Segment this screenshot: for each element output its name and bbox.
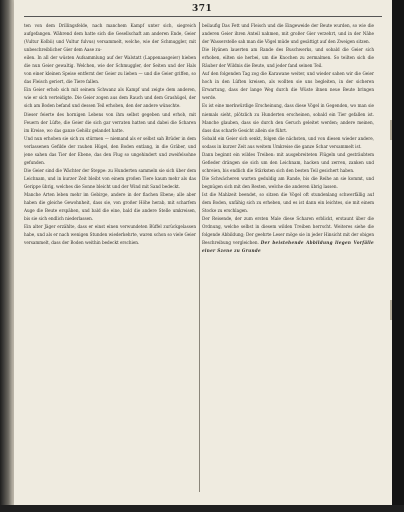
right-paragraph-3: Auf den folgenden Tag zog die Karawane weiter, und wieder sahen wir die Geier hoch in den Lüften kreisen, als wollten sie uns begleiten, in der sicheren Erwartung, dass der lange Weg durch die Wüste ihnen neue Beute bringen werde.: [202, 71, 374, 101]
scan-edge-right: [392, 0, 404, 512]
header-rule: [24, 16, 382, 17]
right-paragraph-4: Es ist eine merkwürdige Erscheinung, dass diese Vögel in Gegenden, wo man sie niemals sieht, plötzlich zu Hunderten erscheinen, sobald ein Tier gefallen ist. Manche glauben, dass sie durch den Geruch geleitet werden; andere meinen, dass das scharfe Gesicht allein sie führt.: [202, 103, 374, 133]
right-text-column: [202, 22, 374, 494]
left-paragraph-5: Und nun erhoben sie sich zu stürmen — niemand als er selbst sah Brüder in dem verlassenen Gefilde der rauhen Hügel, den Boden entlang, in die Gräber, und jene sahen das Tier der Ebene, das den Flug so ungehindert und zweifelsohne gefunden.: [24, 135, 196, 165]
right-paragraph-2: Die Hyänen lauerten am Rande des Buschwerks, und sobald die Geier sich erhoben, eilten sie herbei, um die Knochen zu zermalmen. So teilten sich die Räuber der Wildnis die Beute, und jeder fand seinen Teil.: [202, 47, 374, 69]
left-paragraph-8: Ein alter Jäger erzählte, dass er einst einen verwundeten Büffel zurückgelassen habe, und als er nach wenigen Stunden wiederkehrte, waren schon so viele Geier versammelt, dass der Boden weithin bedeckt erschien.: [24, 224, 196, 246]
right-paragraph-6: Dann beginnt ein wildes Treiben: mit ausgebreiteten Flügeln und gesträubtem Gefieder drängen sie sich um den Leichnam, hacken und zerren, zanken und schreien, bis endlich die Stärksten sich den besten Teil gesichert haben.: [202, 151, 374, 173]
highlighted-heading: Der beistehende Abbildung liegen Vorfälle einer Szene zu Grunde: [202, 240, 374, 254]
column-divider: [199, 22, 200, 492]
left-paragraph-4: Dieser feierte des hornigen Lebens von ihm selbst gegeben und erhob, mit Feuern der Lüfte, die Geier die sich gar verraten hatten und dabei die Scharen im Kreise, wo das ganze Gehölz gelandet hatte.: [24, 111, 196, 133]
right-paragraph-5: Sobald ein Geier sich senkt, folgen die nächsten, und von diesen wieder andere, sodass in kurzer Zeit aus weitem Umkreise die ganze Schar versammelt ist.: [202, 135, 374, 149]
left-paragraph-7: Manche Arten leben mehr im Gebirge, andere in der flachen Ebene; alle aber haben die gleiche Gewohnheit, dass sie, von großer Höhe herab, mit scharfem Auge die Beute erspähen, und bald die eine, bald die andere Stelle umkreisen, bis sie sich endlich niederlassen.: [24, 191, 196, 222]
left-paragraph-2: eilen. In all der wüsten Aufsammlung auf der Walstatt (Lappenaasgeier) hieben die nun Geier gewaltig. Welchen, wie der Schmuggler, der Seiten und der Hals von einer kleinen Speise entfernt der Geier zu lieben — und die Geier griffen, so das Fleisch geriert, die Tiere fallen.: [24, 55, 196, 85]
page-header: [14, 4, 392, 16]
left-text-column: [24, 22, 196, 494]
right-paragraph-9-text: Der Reisende, der zum ersten Male diese Scharen erblickt, erstaunt über die Ordnung, welche selbst in diesem wilden Treiben herrscht. Weiteres siehe die folgende Abbildung; Der geehrte Leser möge sie in jeder Hinsicht mit der obigen Beschreibung vergleichen.: [202, 216, 374, 246]
left-paragraph-1: ten von dem Drillingsfelde, nach manchem Kampf unter sich, siegreich aufgefangen. Während dem hatte sich die Gesellschaft am anderen Ende, Geier (Vultur Kolbii) und Vultur fulvus) versammelt, welche, wie der Schmuggler, mit unbeschreiblicher Gier dem Aase zu-: [24, 23, 196, 53]
right-paragraph-8: Ist die Mahlzeit beendet, so sitzen die Vögel oft stundenlang schwerfällig auf dem Boden, unfähig sich zu erheben, und es ist dann ein leichtes, sie mit einem Stocke zu erschlagen.: [202, 191, 374, 214]
book-gutter: [0, 0, 14, 512]
right-paragraph-1: beilaufig Das Fett und Fleisch und die Eingeweide der Beute wurden, so wie die anderen Geier ihren Anteil nahmen, mit großer Gier verzehrt, und in der Nähe der Wasserstelle sah man die Vögel müde und gesättigt auf den Zweigen sitzen.: [202, 23, 374, 45]
right-paragraph-9: [202, 215, 374, 255]
left-paragraph-3: Ein Geier erhob sich mit seinem Schwanz als Kampf und zeigte dem anderen, wie er sich verteidigte. Die Geier zogen aus dem Rauch und dem Grashügel, der sich am Boden befand und dessen Teil erhoben, den der andere wünschte.: [24, 87, 196, 109]
left-paragraph-6: Die Geier sind die Wächter der Steppe: zu Hunderten sammeln sie sich über dem Leichnam, und in kurzer Zeit bleibt von einem großen Tiere kaum mehr als das Gerippe übrig, welches die Sonne bleicht und der Wind mit Sand bedeckt.: [24, 167, 196, 189]
book-page: [14, 0, 392, 505]
scan-edge-bottom: [0, 505, 404, 512]
right-paragraph-7: Die Schwächeren warten geduldig am Rande, bis die Reihe an sie kommt, und begnügen sich mit den Resten, welche die anderen übrig lassen.: [202, 175, 374, 189]
page-number: 371: [192, 4, 213, 14]
